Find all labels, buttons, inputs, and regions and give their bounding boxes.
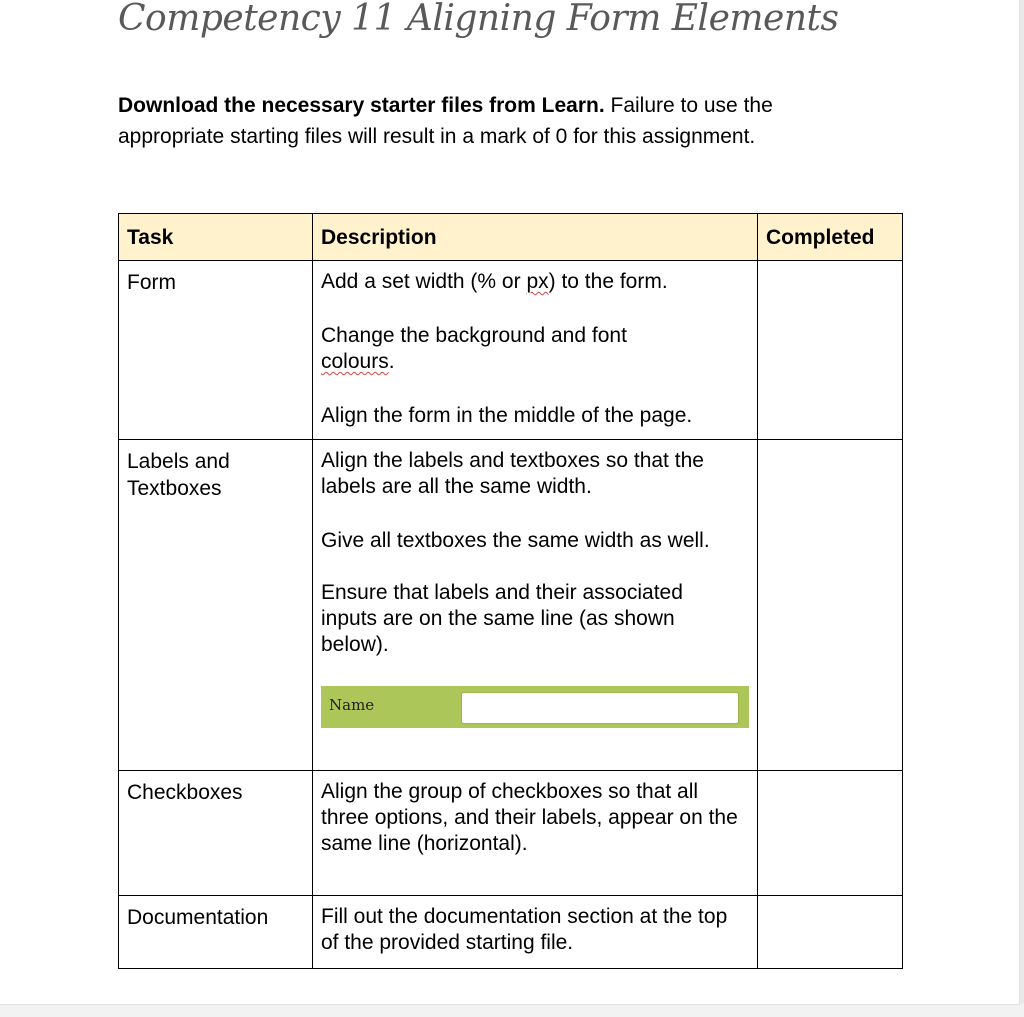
task-name: Labels and Textboxes xyxy=(127,450,230,500)
example-name-label: Name xyxy=(329,696,375,714)
task-cell xyxy=(119,896,313,969)
task-table xyxy=(118,213,903,969)
description-cell xyxy=(313,261,758,440)
intro-text: Failure to use the appropriate starting files will result in a mark of 0 for this assignment. xyxy=(118,94,773,148)
scrollbar-gutter[interactable] xyxy=(1020,0,1024,1004)
document-title: Competency 11 Aligning Form Elements xyxy=(118,0,839,39)
intro-paragraph xyxy=(118,90,878,152)
spellcheck-mark: colours xyxy=(321,350,389,373)
table-header-row xyxy=(119,214,903,261)
spellcheck-mark: px xyxy=(526,270,549,293)
description-line: Change the background and font colours. xyxy=(321,324,627,373)
completed-cell[interactable] xyxy=(758,771,903,896)
task-cell xyxy=(119,440,313,771)
table-row xyxy=(119,771,903,896)
header-completed: Completed xyxy=(758,214,903,261)
header-task: Task xyxy=(119,214,313,261)
description-line: Ensure that labels and their associated inputs are on the same line (as shown below). xyxy=(321,581,683,656)
example-name-input xyxy=(461,692,739,724)
table-row xyxy=(119,440,903,771)
description-line: Align the labels and textboxes so that the labels are all the same width. xyxy=(321,449,704,498)
task-cell xyxy=(119,261,313,440)
description-line: Fill out the documentation section at the top of the provided starting file. xyxy=(321,905,728,954)
description-cell xyxy=(313,440,758,771)
description-line: Add a set width (% or px) to the form. xyxy=(321,270,668,293)
task-name: Form xyxy=(127,271,176,294)
example-name-field xyxy=(321,686,749,728)
description-line: Align the group of checkboxes so that all three options, and their labels, appear on the same line (horizontal). xyxy=(321,780,738,855)
completed-cell[interactable] xyxy=(758,896,903,969)
intro-bold-text: Download the necessary starter files from Learn. xyxy=(118,94,605,117)
header-description: Description xyxy=(313,214,758,261)
completed-cell[interactable] xyxy=(758,261,903,440)
task-name: Checkboxes xyxy=(127,781,243,804)
task-cell xyxy=(119,771,313,896)
table-row xyxy=(119,896,903,969)
description-line: Give all textboxes the same width as well. xyxy=(321,529,710,552)
table-row xyxy=(119,261,903,440)
description-cell xyxy=(313,771,758,896)
description-cell xyxy=(313,896,758,969)
description-line: Align the form in the middle of the page. xyxy=(321,404,693,427)
task-name: Documentation xyxy=(127,906,269,929)
completed-cell[interactable] xyxy=(758,440,903,771)
